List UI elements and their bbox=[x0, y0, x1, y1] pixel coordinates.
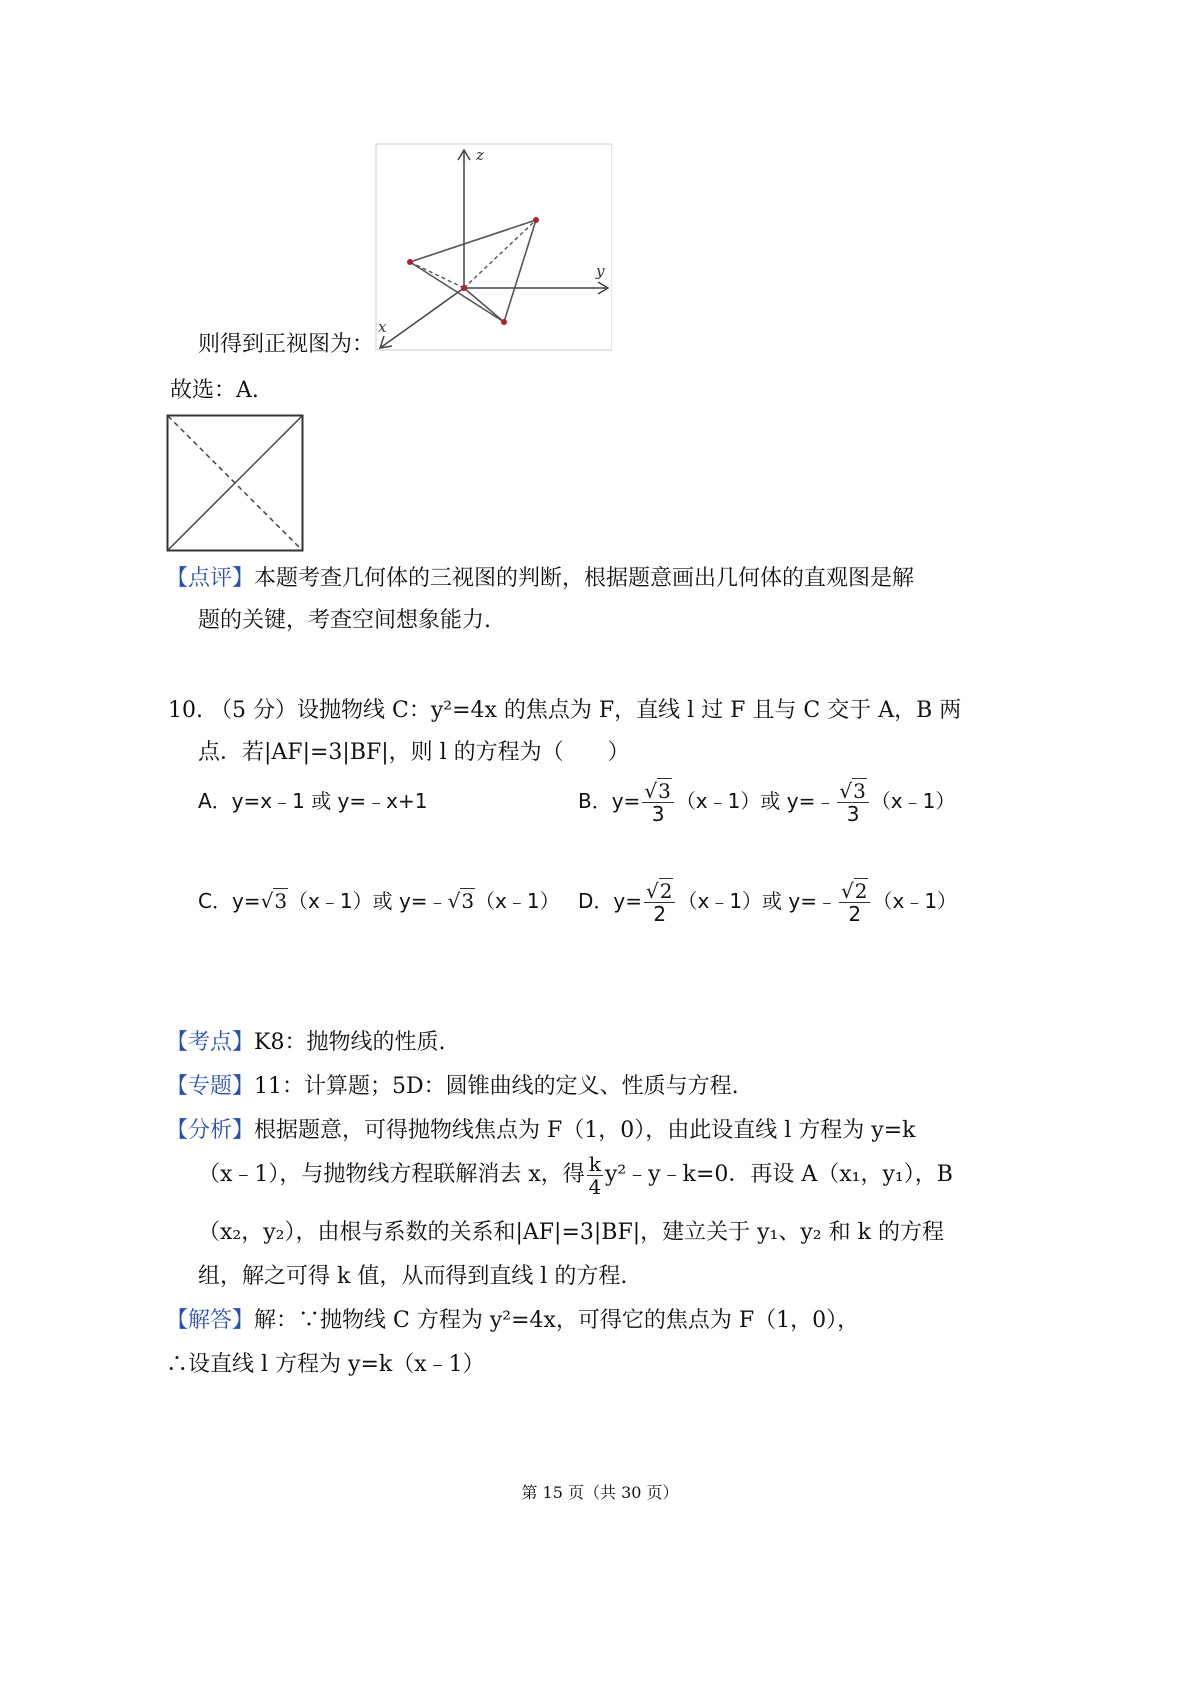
z-axis-label: z bbox=[476, 146, 484, 164]
kaodian-text: K8：抛物线的性质. bbox=[254, 1030, 446, 1055]
option-a: A．y=x﹣1 或 y=﹣x+1 bbox=[198, 789, 428, 813]
zhuanti-line bbox=[166, 1072, 739, 1102]
comment-text: 本题考查几何体的三视图的判断，根据题意画出几何体的直观图是解 bbox=[254, 566, 915, 591]
jieda-text: 解：∵抛物线 C 方程为 y²=4x，可得它的焦点为 F（1，0）， bbox=[254, 1308, 860, 1333]
fenxi-line4: 组，解之可得 k 值，从而得到直线 l 的方程. bbox=[198, 1264, 628, 1289]
comment-tag: 【点评】 bbox=[166, 566, 255, 591]
jieda-tag: 【解答】 bbox=[166, 1308, 255, 1333]
fraction: $\frac{√2}{2}$ bbox=[839, 880, 870, 925]
question-line1 bbox=[168, 696, 961, 726]
zhuanti-text: 11：计算题；5D：圆锥曲线的定义、性质与方程. bbox=[254, 1074, 739, 1099]
front-view-diagram bbox=[166, 414, 306, 554]
option-b: B．y= $\frac{√3}{3}$ （x﹣1）或 y=﹣ $\frac{√3}{3}$ （x﹣1） bbox=[578, 779, 956, 826]
fraction: $\frac{√2}{2}$ bbox=[644, 880, 675, 925]
comment-line2: 题的关键，考查空间想象能力. bbox=[198, 608, 491, 633]
3d-diagram bbox=[372, 142, 612, 352]
fraction: $\frac{√3}{3}$ bbox=[837, 780, 868, 825]
x-axis-label: x bbox=[378, 318, 387, 336]
kaodian-tag: 【考点】 bbox=[166, 1030, 255, 1055]
zhuanti-tag: 【专题】 bbox=[166, 1074, 255, 1099]
comment-line1 bbox=[166, 564, 914, 594]
fenxi-line2: （x﹣1），与抛物线方程联解消去 x，得 $\frac{k}{4}$ y²﹣y﹣k=0．再设 A（x₁，y₁），B bbox=[198, 1151, 953, 1199]
fraction: $\frac{k}{4}$ bbox=[588, 1151, 602, 1199]
option-c: C．y=√3（x﹣1）或 y=﹣√3（x﹣1） bbox=[198, 889, 560, 913]
y-axis-label: y bbox=[596, 262, 605, 280]
question-text: （5 分）设抛物线 C：y²=4x 的焦点为 F，直线 l 过 F 且与 C 交于 A，B 两 bbox=[210, 698, 962, 723]
answer-choice: 故选：A. bbox=[170, 378, 259, 403]
fenxi-line3: （x₂，y₂），由根与系数的关系和|AF|=3|BF|，建立关于 y₁、y₂ 和 k 的方程 bbox=[198, 1220, 944, 1245]
fenxi-text: 根据题意，可得抛物线焦点为 F（1，0），由此设直线 l 方程为 y=k bbox=[254, 1118, 916, 1143]
fraction: $\frac{√3}{3}$ bbox=[642, 780, 673, 825]
fenxi-tag: 【分析】 bbox=[166, 1118, 255, 1143]
intro-label: 则得到正视图为： bbox=[198, 332, 375, 357]
fenxi-line1 bbox=[166, 1116, 915, 1146]
question-number: 10. bbox=[168, 698, 203, 723]
option-d: D．y= $\frac{√2}{2}$ （x﹣1）或 y=﹣ $\frac{√2}{2}$ （x﹣1） bbox=[578, 879, 958, 926]
page-footer: 第 15 页（共 30 页） bbox=[521, 1483, 679, 1502]
jieda-line2: ∴设直线 l 方程为 y=k（x﹣1） bbox=[166, 1352, 485, 1377]
jieda-line1 bbox=[166, 1306, 859, 1336]
question-line2: 点．若|AF|=3|BF|，则 l 的方程为（ ） bbox=[198, 740, 630, 765]
kaodian-line bbox=[166, 1028, 445, 1058]
